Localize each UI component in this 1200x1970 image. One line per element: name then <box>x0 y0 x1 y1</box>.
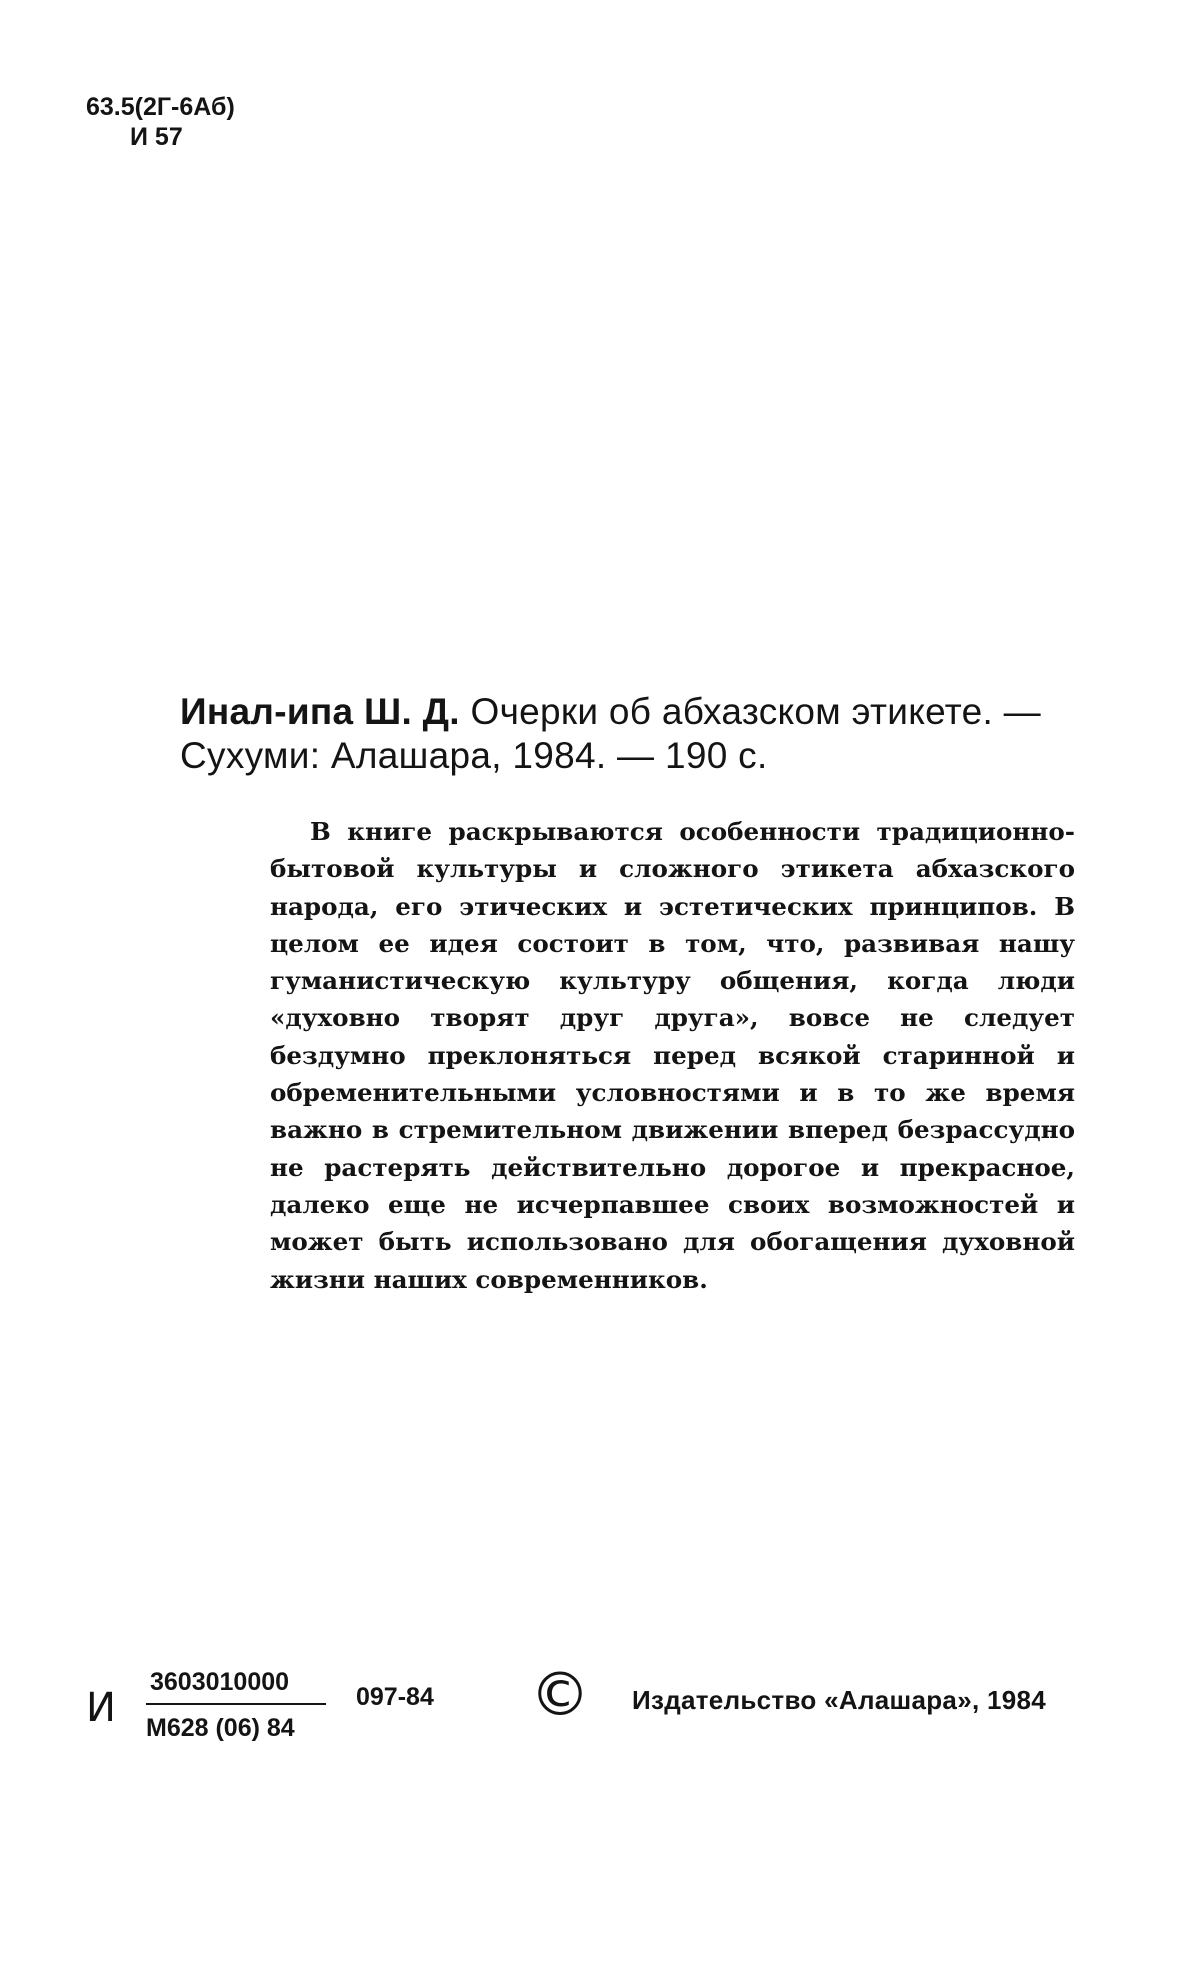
publisher-line: Издательство «Алашара», 1984 <box>632 1685 1047 1715</box>
annotation-text: В книге раскрываются особенности традиционно-бытовой культуры и сложного этикета абхазского народа, его этических и эстетических принципов. В целом ее идея состоит в том, что, развивая нашу гуманистическую культуру общения, когда люди «духовно творят друг друга», вовсе не следует бездумно преклоняться перед всякой старинной и обременительными условностями и в то же время важно в стремительном движении вперед безрассудно не растерять действительно дорогое и прекрасное, далеко еще не исчерпавшее своих возможностей и может быть использовано для обогащения духовной жизни наших современников. <box>270 817 1075 1294</box>
imprint-line: Сухуми: Алашара, 1984. — 190 с. <box>180 735 768 776</box>
author-mark: И 57 <box>130 123 183 151</box>
index-letter: И <box>86 1685 116 1731</box>
author-name: Инал-ипа Ш. Д. <box>180 691 460 732</box>
classification-codes <box>86 92 235 152</box>
catalog-fraction <box>146 1665 326 1745</box>
copyright-icon: © <box>530 1660 590 1730</box>
bibliographic-entry <box>180 690 1080 778</box>
fraction-numerator: 3603010000 <box>146 1665 326 1705</box>
imprint-row <box>0 1660 1200 1785</box>
order-number: 097-84 <box>356 1683 434 1711</box>
fraction-denominator: М628 (06) 84 <box>146 1714 295 1742</box>
book-title: Очерки об абхазском этикете. — <box>470 691 1041 732</box>
bbk-code: 63.5(2Г-6Аб) <box>86 93 235 121</box>
